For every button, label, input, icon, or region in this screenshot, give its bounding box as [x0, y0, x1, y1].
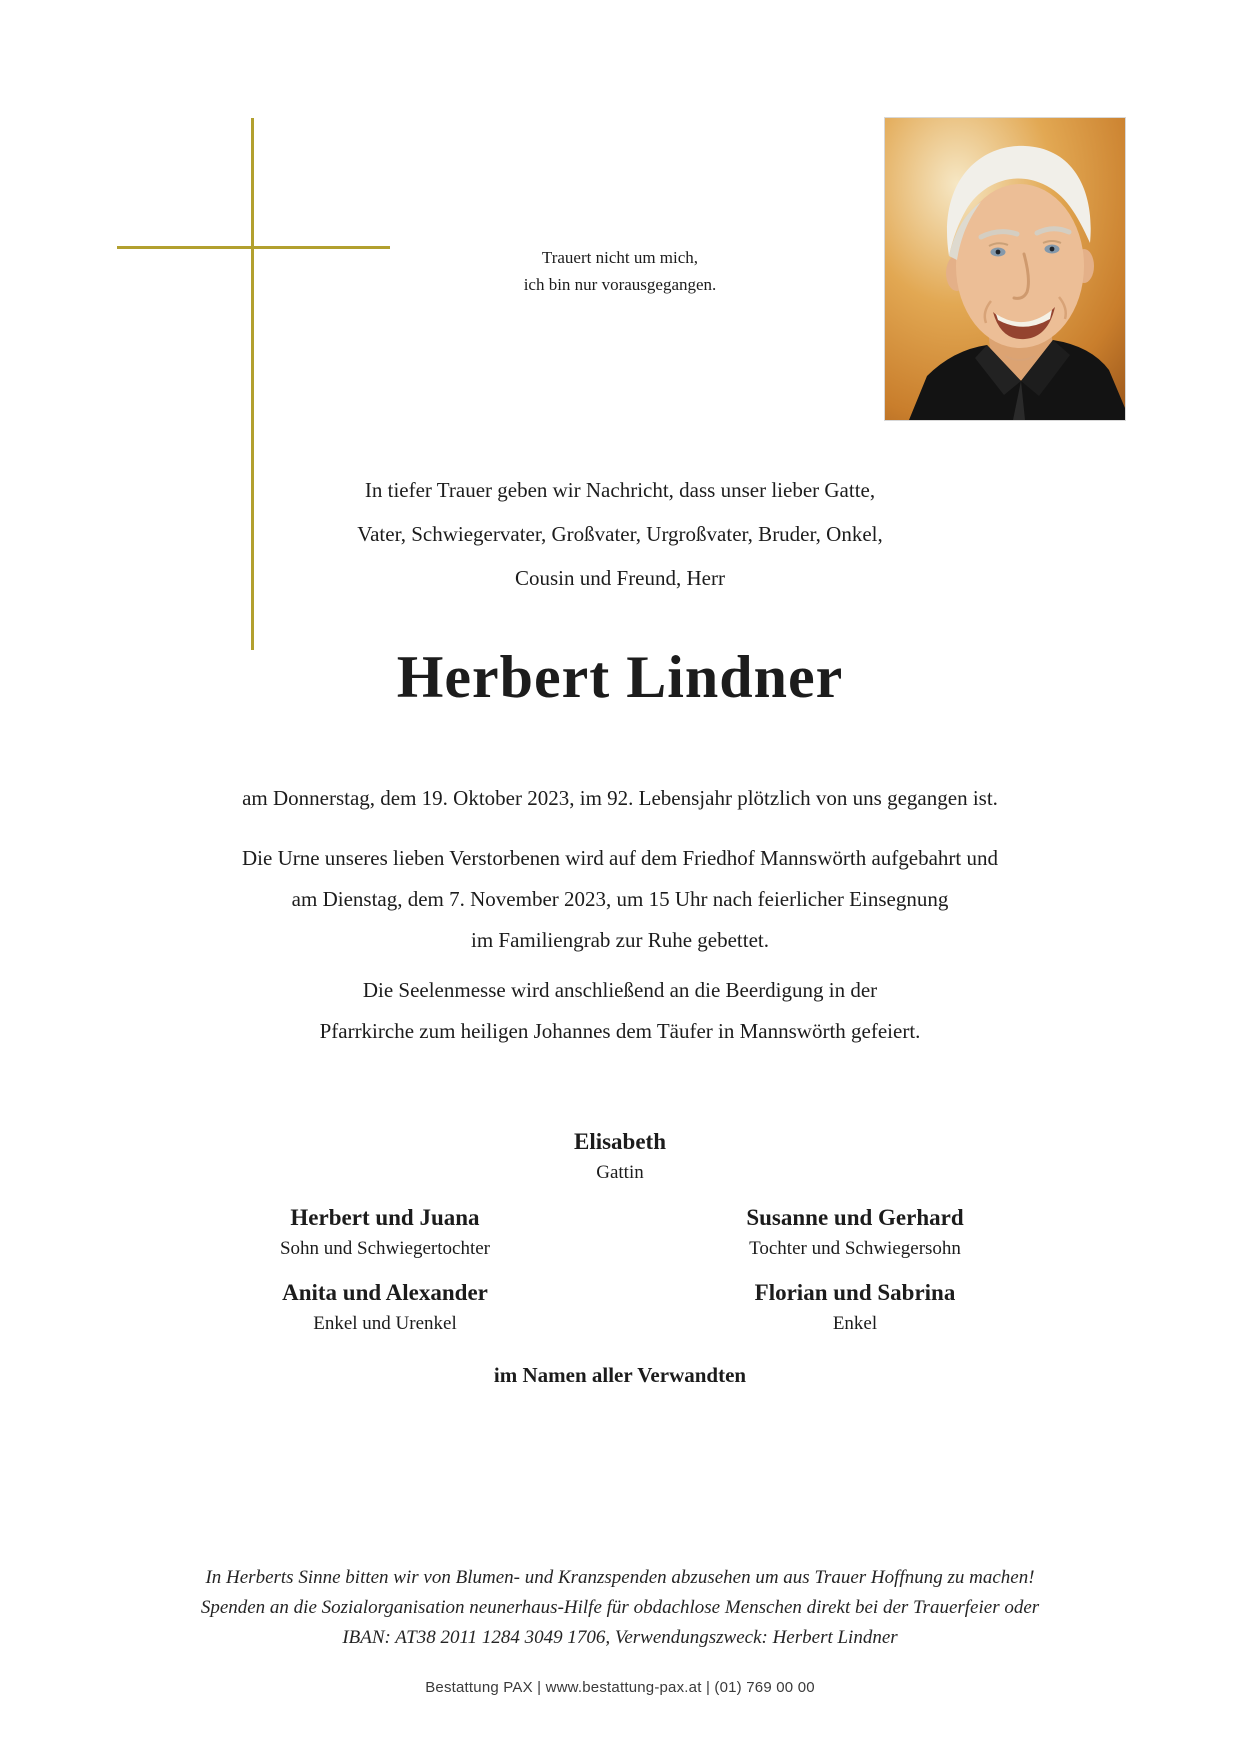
announcement-intro [0, 468, 1240, 600]
announcement-intro-line: In tiefer Trauer geben wir Nachricht, dass unser lieber Gatte, [364, 478, 876, 502]
mourner-names: Anita und Alexander [282, 1280, 488, 1305]
mourner-entry [620, 1204, 1090, 1261]
mourner-names: Susanne und Gerhard [746, 1205, 964, 1230]
mourner-entry [620, 1279, 1090, 1336]
burial-paragraph [0, 838, 1240, 961]
donation-note-line: Spenden an die Sozialorganisation neunerhaus-Hilfe für obdachlose Menschen direkt bei der Trauerfeier oder [200, 1597, 1040, 1618]
deceased-name: Herbert Lindner [396, 644, 844, 710]
mourner-relation: Tochter und Schwiegersohn [749, 1238, 961, 1259]
mass-paragraph-line: Pfarrkirche zum heiligen Johannes dem Täufer in Mannswörth gefeiert. [319, 1019, 921, 1043]
mourner-relation: Sohn und Schwiegertochter [279, 1238, 490, 1259]
death-date-line: am Donnerstag, dem 19. Oktober 2023, im 92. Lebensjahr plötzlich von uns gegangen ist. [242, 786, 998, 810]
mourners-closing-line: im Namen aller Verwandten [493, 1363, 747, 1387]
epitaph-quote-line: Trauert nicht um mich, [541, 248, 699, 267]
burial-paragraph-line: am Dienstag, dem 7. November 2023, um 15 Uhr nach feierlicher Einsegnung [291, 887, 949, 911]
mass-paragraph [0, 970, 1240, 1052]
mourner-row [150, 1204, 1090, 1261]
mourner-entry [150, 1279, 620, 1336]
burial-paragraph-line: Die Urne unseres lieben Verstorbenen wird auf dem Friedhof Mannswörth aufgebahrt und [242, 846, 998, 870]
mourner-entry [150, 1204, 620, 1261]
funeral-home-footer: Bestattung PAX | www.bestattung-pax.at | (01) 769 00 00 [425, 1679, 815, 1696]
announcement-intro-line: Vater, Schwiegervater, Großvater, Urgroßvater, Bruder, Onkel, [357, 522, 883, 546]
mourner-relation: Enkel [832, 1313, 878, 1334]
donation-note-line: IBAN: AT38 2011 1284 3049 1706, Verwendungszweck: Herbert Lindner [342, 1627, 898, 1648]
epitaph-quote-line: ich bin nur vorausgegangen. [523, 275, 717, 294]
mourner-row [150, 1279, 1090, 1336]
mass-paragraph-line: Die Seelenmesse wird anschließend an die Beerdigung in der [362, 978, 878, 1002]
portrait-photo [885, 118, 1125, 420]
mourner-widow-relation: Gattin [596, 1162, 644, 1183]
mourner-relation: Enkel und Urenkel [313, 1313, 457, 1334]
announcement-intro-line: Cousin und Freund, Herr [515, 566, 725, 590]
burial-paragraph-line: im Familiengrab zur Ruhe gebettet. [471, 928, 769, 952]
donation-note [0, 1563, 1240, 1653]
mourner-widow-name: Elisabeth [573, 1129, 667, 1154]
donation-note-line: In Herberts Sinne bitten wir von Blumen- und Kranzspenden abzusehen um aus Trauer Hoffnung zu machen! [205, 1567, 1035, 1588]
mourner-names: Herbert und Juana [290, 1205, 480, 1230]
mourner-names: Florian und Sabrina [754, 1280, 956, 1305]
portrait-photo-illustration [885, 118, 1125, 420]
